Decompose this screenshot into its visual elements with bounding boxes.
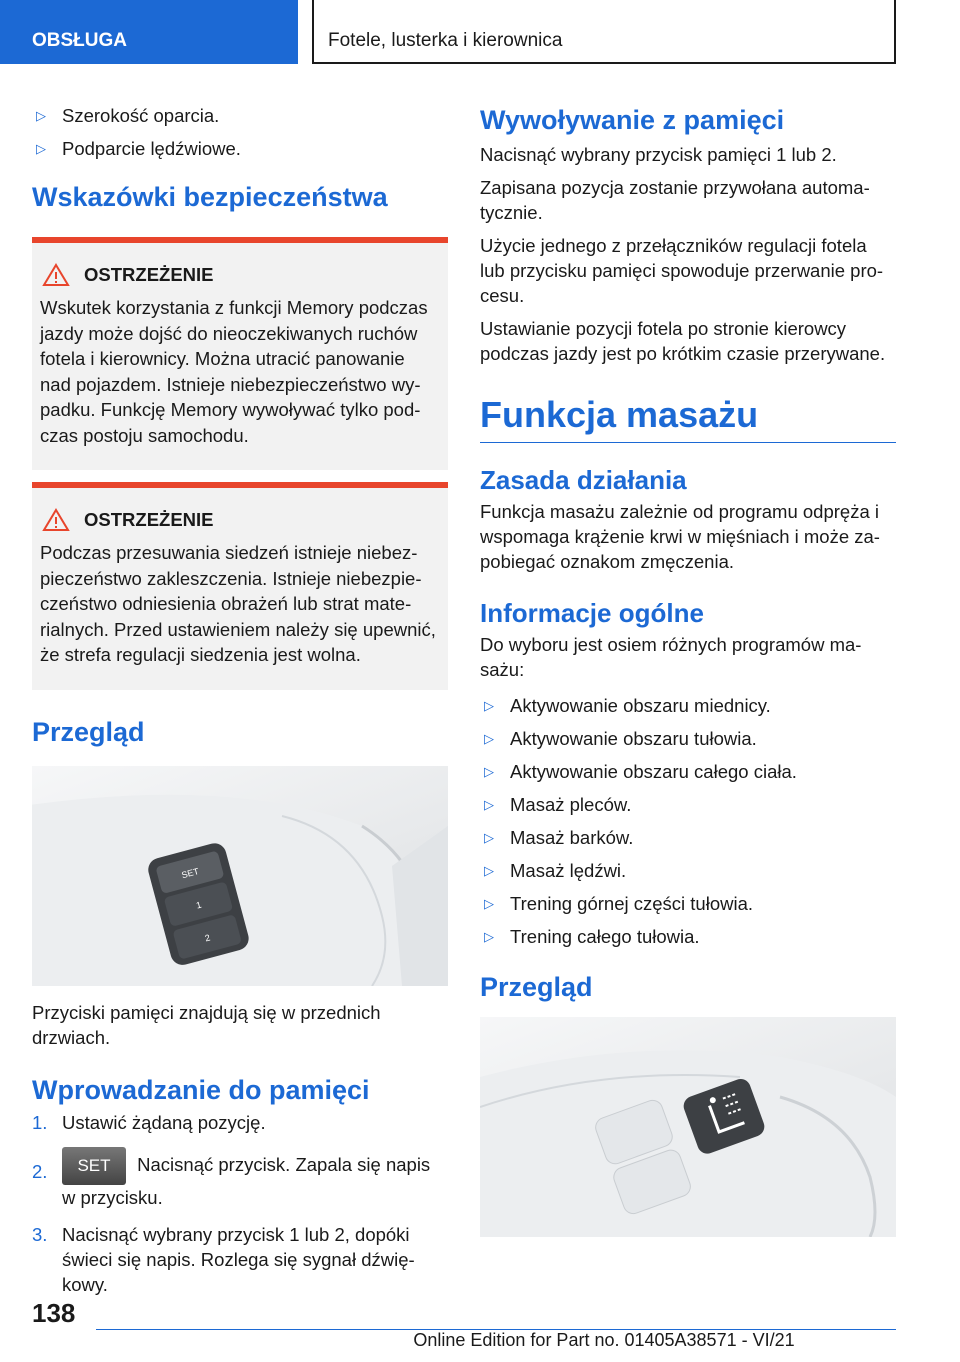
- warning-icon: [42, 508, 70, 532]
- adjustment-list: [32, 104, 448, 161]
- memory-buttons-photo: [32, 766, 448, 986]
- list-item: ▷ Szerokość oparcia.: [36, 105, 220, 126]
- step-number: 1.: [32, 1111, 48, 1133]
- list-item: ▷ Trening górnej części tułowia.: [484, 893, 754, 914]
- triangle-bullet-icon: ▷: [484, 896, 494, 911]
- step-item: 3. Nacisnąć wybrany przycisk 1 lub 2, dopóki świeci się napis. Rozlega się sygnał dźwiękowy.: [32, 1223, 415, 1295]
- right-column: [480, 104, 896, 1237]
- step-item: 2. SET Nacisnąć przycisk. Zapala się napis w przycisku.: [32, 1147, 448, 1210]
- triangle-bullet-icon: ▷: [484, 797, 494, 812]
- memory-1-label: 1: [195, 899, 203, 911]
- page-number: 138: [32, 1298, 76, 1328]
- massage-program-list: [480, 694, 896, 949]
- massage-button-photo: [480, 1017, 896, 1237]
- triangle-bullet-icon: ▷: [484, 731, 494, 746]
- triangle-bullet-icon: ▷: [36, 108, 46, 123]
- list-item: ▷ Podparcie lędźwiowe.: [36, 138, 241, 159]
- massage-heading-block: [480, 394, 896, 443]
- warning-text: Podczas przesuwania siedzeń istnieje niebezpieczeństwo zakleszczenia. Istnieje niebezpieczeństwo odniesienia obrażeń lub strat materialnych. Przed ustawieniem należy się upewnić, że strefa regulacji siedzenia jest wolna.: [40, 542, 436, 665]
- list-item: ▷ Trening całego tułowia.: [484, 926, 700, 947]
- memory-recall-heading: Wywoływanie z pamięci: [480, 105, 785, 135]
- list-item: ▷ Masaż barków.: [484, 827, 634, 848]
- warning-title: OSTRZEŻENIE: [84, 264, 214, 285]
- safety-heading: Wskazówki bezpieczeństwa: [32, 182, 388, 212]
- memory-steps: [32, 1110, 448, 1297]
- memory-2-label: 2: [203, 931, 212, 943]
- warning-box: [32, 237, 448, 470]
- chapter-title: Fotele, lusterka i kierownica: [312, 0, 896, 64]
- triangle-bullet-icon: ▷: [484, 863, 494, 878]
- list-item: ▷ Aktywowanie obszaru tułowia.: [484, 728, 757, 749]
- principle-heading: Zasada działania: [480, 465, 687, 495]
- list-item: ▷ Aktywowanie obszaru miednicy.: [484, 695, 771, 716]
- list-item: ▷ Aktywowanie obszaru całego ciała.: [484, 761, 797, 782]
- section-tab: OBSŁUGA: [0, 0, 298, 64]
- step-item: 1. Ustawić żądaną pozycję.: [32, 1111, 266, 1133]
- edition-footer: Online Edition for Part no. 01405A38571 - VI/21: [413, 1330, 795, 1350]
- door-panel-illustration: [32, 766, 448, 986]
- overview-heading: Przegląd: [32, 716, 145, 747]
- warning-box: [32, 482, 448, 690]
- triangle-bullet-icon: ▷: [484, 929, 494, 944]
- triangle-bullet-icon: ▷: [36, 141, 46, 156]
- set-button-icon: SET: [62, 1147, 126, 1185]
- warning-text: Wskutek korzystania z funkcji Memory podczas jazdy może dojść do nieoczekiwanych ruchów fotela i kierownicy. Można utracić panowanie nad pojazdem. Istnieje niebezpieczeństwo wypadku. Funkcję Memory wywoływać tylko podczas postoju samochodu.: [40, 297, 428, 446]
- list-item: ▷ Masaż lędźwi.: [484, 860, 627, 881]
- seat-panel-illustration: [480, 1017, 896, 1237]
- paragraph: Użycie jednego z przełączników regulacji fotela lub przycisku pamięci spowoduje przerwanie procesu.: [480, 235, 884, 306]
- step-number: 2.: [32, 1160, 48, 1182]
- left-column: [32, 104, 448, 1309]
- paragraph: Zapisana pozycja zostanie przywołana automatycznie.: [480, 177, 870, 223]
- general-info-heading: Informacje ogólne: [480, 598, 704, 628]
- memory-store-heading: Wprowadzanie do pamięci: [32, 1074, 370, 1105]
- massage-heading: Funkcja masażu: [480, 394, 759, 435]
- step-number: 3.: [32, 1223, 48, 1245]
- massage-overview-heading: Przegląd: [480, 972, 593, 1002]
- photo-caption: Przyciski pamięci znajdują się w przednich drzwiach.: [32, 1001, 381, 1048]
- general-info-text: Do wyboru jest osiem różnych programów masażu:: [480, 634, 862, 680]
- principle-text: Funkcja masażu zależnie od programu odpręża i wspomaga krążenie krwi w mięśniach i może zapobiegać oznakom zmęczenia.: [480, 501, 880, 572]
- paragraph: Ustawianie pozycji fotela po stronie kierowcy podczas jazdy jest po krótkim czasie przerywane.: [480, 318, 886, 364]
- warning-icon: [42, 263, 70, 287]
- triangle-bullet-icon: ▷: [484, 830, 494, 845]
- warning-title: OSTRZEŻENIE: [84, 509, 214, 530]
- paragraph: Nacisnąć wybrany przycisk pamięci 1 lub 2.: [480, 144, 837, 165]
- list-item: ▷ Masaż pleców.: [484, 794, 632, 815]
- set-button-label: SET: [180, 865, 200, 880]
- triangle-bullet-icon: ▷: [484, 698, 494, 713]
- triangle-bullet-icon: ▷: [484, 764, 494, 779]
